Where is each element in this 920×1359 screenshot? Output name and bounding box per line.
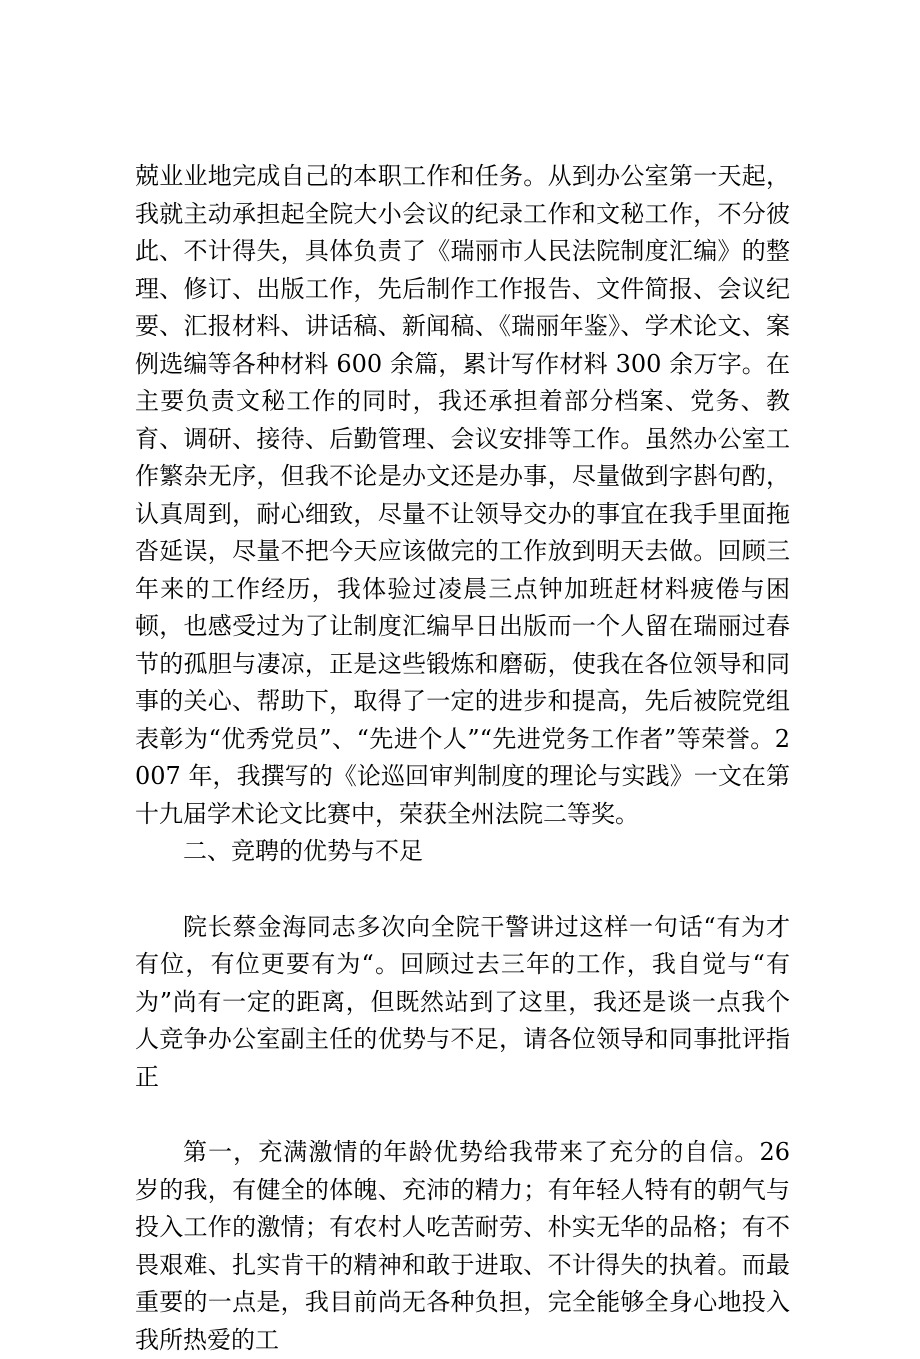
- paragraph-work-experience: 兢业业地完成自己的本职工作和任务。从到办公室第一天起，我就主动承担起全院大小会议的纪录工作和文秘工作，不分彼此、不计得失，具体负责了《瑞丽市人民法院制度汇编》的整理、修订、出版工作，先后制作工作报告、文件简报、会议纪要、汇报材料、讲话稿、新闻稿、《瑞丽年鉴》、学术论文、案例选编等各种材料 600 余篇，累计写作材料 300 余万字。在主要负责文秘工作的同时，我还承担着部分档案、党务、教育、调研、接待、后勤管理、会议安排等工作。虽然办公室工作繁杂无序，但我不论是办文还是办事，尽量做到字斟句酌，认真周到，耐心细致，尽量不让领导交办的事宜在我手里面拖沓延误，尽量不把今天应该做完的工作放到明天去做。回顾三年来的工作经历，我体验过凌晨三点钟加班赶材料疲倦与困顿，也感受过为了让制度汇编早日出版而一个人留在瑞丽过春节的孤胆与凄凉，正是这些锻炼和磨砺，使我在各位领导和同事的关心、帮助下，取得了一定的进步和提高，先后被院党组表彰为“优秀党员”、“先进个人”“先进党务工作者”等荣誉。2007 年，我撰写的《论巡回审判制度的理论与实践》一文在第十九届学术论文比赛中，荣获全州法院二等奖。: [135, 162, 790, 828]
- document-body: [135, 158, 790, 1359]
- section-heading: 二、竞聘的优势与不足: [183, 837, 423, 865]
- paragraph-intro-advantages: 院长蔡金海同志多次向全院干警讲过这样一句话“有为才有位，有位更要有为“。回顾过去三年的工作，我自觉与“有为”尚有一定的距离，但既然站到了这里，我还是谈一点我个人竞争办公室副主任的优势与不足，请各位领导和同事批评指正: [135, 912, 790, 1091]
- paragraph-first-advantage: 第一，充满激情的年龄优势给我带来了充分的自信。26 岁的我，有健全的体魄、充沛的精力；有年轻人特有的朝气与投入工作的激情；有农村人吃苦耐劳、朴实无华的品格；有不畏艰难、扎实肯干的精神和敢于进取、不计得失的执着。而最重要的一点是，我目前尚无各种负担，完全能够全身心地投入我所热爱的工: [135, 1138, 790, 1354]
